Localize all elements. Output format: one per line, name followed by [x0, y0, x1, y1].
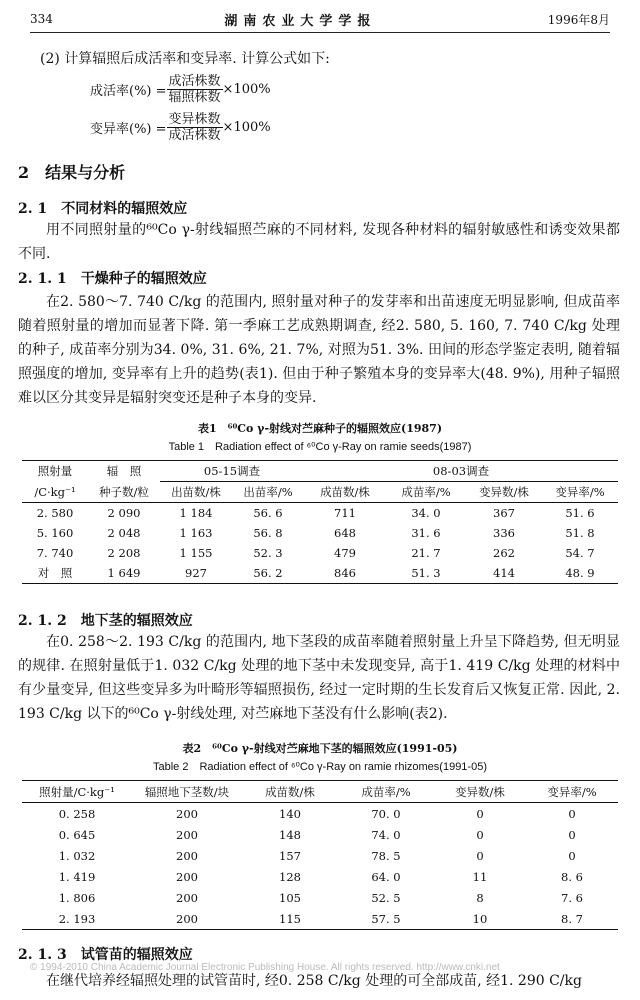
table-cell: 7. 6: [561, 890, 583, 905]
table-cell: 0. 645: [58, 827, 96, 842]
table-cell: 200: [176, 827, 198, 842]
formula-times: ×100%: [222, 82, 271, 97]
table-cell: 157: [279, 848, 301, 863]
table-cell: 5. 160: [36, 526, 74, 540]
table-cell: 927: [185, 566, 207, 580]
table-cell: 479: [334, 546, 356, 560]
table-cell: 51. 3: [411, 566, 441, 580]
table-cell: 115: [279, 911, 301, 926]
table-cell: 0: [476, 848, 484, 863]
table-cell: 51. 6: [565, 506, 595, 520]
header-rule: [30, 32, 610, 33]
table-cell: 8: [476, 890, 484, 905]
formula-variation-rate: [90, 112, 271, 143]
running-header: [30, 8, 610, 30]
section-2-1-3-title: 2. 1. 3 试管苗的辐照效应: [18, 947, 193, 963]
table-row: [22, 887, 618, 908]
table-cell: 367: [493, 506, 515, 520]
section-2-title: 2 结果与分析: [18, 163, 126, 182]
table-header-cell: 辐照地下茎数/块: [132, 781, 242, 803]
table-header-cell: 变异率/%: [526, 781, 618, 803]
table-cell: 70. 0: [371, 806, 401, 821]
formula-fraction: [167, 112, 223, 143]
section-2-1-paragraph: 用不同照射量的⁶⁰Co γ-射线辐照苎麻的不同材料, 发现各种材料的辐射敏感性和诱变效果都不同.: [18, 222, 620, 262]
table-header-cell: 照射量: [37, 464, 73, 479]
table-row: [22, 523, 618, 543]
table-cell: 8. 7: [561, 911, 583, 926]
table-header-cell: 照射量/C·kg⁻¹: [22, 781, 132, 803]
table-cell: 200: [176, 806, 198, 821]
table-cell: 200: [176, 869, 198, 884]
section-2-1-1-paragraph: 在2. 580～7. 740 C/kg 的范围内, 照射量对种子的发芽率和出苗速度无明显影响, 但成苗率随着照射量的增加而显著下降. 第一季麻工艺成熟期调查, 经2. 580, 5. 160, 7. 740 C/kg 处理的种子, 成苗率分别为34. 0%, 31. 6%, 21. 7%, 对照为51. 3%. 田间的形态学鉴定表明, 随着辐照强度的增加, 变异率有上升的趋势(表1). 但由于种子繁殖本身的变异率大(48. 9%), 用种子辐照难以区分其变异是辐射突变还是种子本身的变异.: [18, 294, 620, 406]
table-cell: 1 649: [107, 566, 141, 580]
formula-times: ×100%: [222, 120, 271, 135]
table-row: [22, 543, 618, 563]
table-cell: 1 184: [179, 506, 213, 520]
table-cell: 1. 806: [58, 890, 96, 905]
table-header-cell: 变异数/株: [434, 781, 526, 803]
table-header-cell: 种子数/粒: [88, 482, 160, 503]
table-cell: 0: [568, 848, 576, 863]
table-1-caption-cn: 表1 ⁶⁰Co γ-射线对苎麻种子的辐照效应(1987): [197, 422, 443, 435]
table-header-cell: 成苗数/株: [242, 781, 338, 803]
table-cell: 0: [568, 806, 576, 821]
table-cell: 0: [568, 827, 576, 842]
table-cell: 846: [334, 566, 356, 580]
watermark-footer: © 1994-2010 China Academic Journal Electronic Publishing House. All rights reserved. http://www.cnki.net: [30, 962, 500, 973]
table-header-row: [22, 482, 618, 503]
section-2-1-1-title: 2. 1. 1 干燥种子的辐照效应: [18, 271, 207, 287]
table-header-cell: 变异率/%: [542, 482, 618, 503]
formula-denominator: 成活株数: [168, 128, 221, 143]
table-cell: 56. 2: [253, 566, 283, 580]
table-cell: 1 163: [179, 526, 213, 540]
formula-denominator: 辐照株数: [168, 90, 221, 105]
issue-date: 1996年8月: [547, 12, 610, 27]
table-header-cell: 08-03调查: [304, 461, 618, 482]
table-cell: 711: [334, 506, 356, 520]
formula-numerator: 成活株数: [168, 74, 221, 89]
table-cell: 200: [176, 848, 198, 863]
table-cell: 0. 258: [58, 806, 96, 821]
table-header-cell: 变异数/株: [466, 482, 542, 503]
formula-survival-rate: [90, 74, 271, 105]
table-row: [22, 908, 618, 930]
section-2-1-2-title: 2. 1. 2 地下茎的辐照效应: [18, 613, 193, 629]
table-cell: 对 照: [37, 566, 73, 580]
table-cell: 0: [476, 827, 484, 842]
table-cell: 57. 5: [371, 911, 401, 926]
table-row: [22, 845, 618, 866]
table-header-cell: 出苗率/%: [232, 482, 304, 503]
table-cell: 8. 6: [561, 869, 583, 884]
table-cell: 336: [493, 526, 515, 540]
table-cell: 262: [493, 546, 515, 560]
table-cell: 34. 0: [411, 506, 441, 520]
table-cell: 200: [176, 890, 198, 905]
table-cell: 414: [493, 566, 515, 580]
table-cell: 52. 3: [253, 546, 283, 560]
table-cell: 78. 5: [371, 848, 401, 863]
table-cell: 56. 8: [253, 526, 283, 540]
table-row: [22, 824, 618, 845]
section-2-1-2-paragraph: 在0. 258～2. 193 C/kg 的范围内, 地下茎段的成苗率随着照射量上升呈下降趋势, 但无明显的规律. 在照射量低于1. 032 C/kg 处理的地下茎中未发现变异, 高于1. 419 C/kg 处理的材料中有少量变异, 但这些变异多为叶畸形等辐照损伤, 经过一定时期的生长发育后又恢复正常. 因此, 2. 193 C/kg 以下的⁶⁰Co γ-射线处理, 对苎麻地下茎没有什么影响(表2).: [18, 634, 620, 722]
table-cell: 1. 419: [58, 869, 96, 884]
table-header-cell: 出苗数/株: [160, 482, 232, 503]
table-row: [22, 563, 618, 584]
table-header-cell: /C·kg⁻¹: [22, 482, 88, 503]
table-header-cell: 成苗率/%: [386, 482, 466, 503]
table-cell: 105: [279, 890, 301, 905]
table-cell: 2 090: [107, 506, 141, 520]
table-cell: 1. 032: [58, 848, 96, 863]
table-header-row: [22, 461, 618, 482]
table-cell: 2. 580: [36, 506, 74, 520]
table-cell: 7. 740: [36, 546, 74, 560]
table-header-cell: 05-15调查: [160, 461, 304, 482]
table-cell: 128: [279, 869, 301, 884]
table-cell: 74. 0: [371, 827, 401, 842]
table-cell: 21. 7: [411, 546, 441, 560]
journal-title: 湖南农业大学学报: [224, 13, 377, 29]
formula-fraction: [167, 74, 223, 105]
table-1: [22, 460, 618, 584]
table-row: [22, 866, 618, 887]
table-header-cell: 成苗数/株: [304, 482, 386, 503]
table-cell: 1 155: [179, 546, 213, 560]
table-cell: 2 208: [107, 546, 141, 560]
table-cell: 648: [334, 526, 356, 540]
table-cell: 140: [279, 806, 301, 821]
section-2-1-title: 2. 1 不同材料的辐照效应: [18, 201, 188, 217]
formula-lhs: 变异率(%) =: [90, 122, 167, 137]
table-cell: 11: [472, 869, 488, 884]
formula-numerator: 变异株数: [168, 112, 221, 127]
table-2: [22, 780, 618, 930]
table-row: [22, 803, 618, 825]
table-cell: 0: [476, 806, 484, 821]
table-cell: 10: [472, 911, 488, 926]
table-cell: 54. 7: [565, 546, 595, 560]
table-cell: 48. 9: [565, 566, 595, 580]
table-cell: 64. 0: [371, 869, 401, 884]
table-2-caption-en: Table 2 Radiation effect of ⁶⁰Co γ-Ray on ramie rhizomes(1991-05): [152, 761, 487, 773]
section-2-1-3-paragraph: 在继代培养经辐照处理的试管苗时, 经0. 258 C/kg 处理的可全部成苗, 经1. 290 C/kg: [46, 973, 582, 989]
table-header-cell: 成苗率/%: [338, 781, 434, 803]
table-cell: 51. 8: [565, 526, 595, 540]
page-number: 334: [30, 12, 53, 26]
table-cell: 52. 5: [371, 890, 401, 905]
table-cell: 200: [176, 911, 198, 926]
table-cell: 2 048: [107, 526, 141, 540]
formula-intro: (2) 计算辐照后成活率和变异率. 计算公式如下:: [40, 51, 330, 67]
table-cell: 2. 193: [58, 911, 96, 926]
table-2-caption-cn: 表2 ⁶⁰Co γ-射线对苎麻地下茎的辐照效应(1991-05): [182, 742, 458, 755]
table-1-caption-en: Table 1 Radiation effect of ⁶⁰Co γ-Ray on ramie seeds(1987): [168, 441, 472, 453]
table-header-cell: 辐 照: [106, 464, 142, 479]
table-cell: 56. 6: [253, 506, 283, 520]
table-header-row: [22, 781, 618, 803]
table-cell: 31. 6: [411, 526, 441, 540]
formula-lhs: 成活率(%) =: [90, 84, 167, 99]
table-cell: 148: [279, 827, 301, 842]
table-row: [22, 503, 618, 524]
